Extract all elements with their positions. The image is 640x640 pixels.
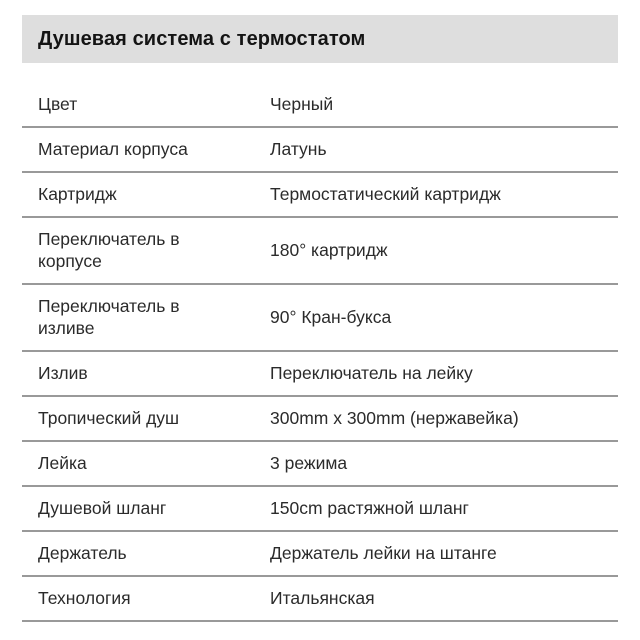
section-header — [22, 15, 618, 63]
page-title: Душевая система с термостатом — [38, 27, 366, 50]
spec-label: Держатель — [38, 543, 127, 563]
spec-value: Итальянская — [270, 588, 375, 608]
spec-value: 3 режима — [270, 453, 348, 473]
spec-table — [22, 83, 618, 622]
spec-label: Душевой шланг — [38, 498, 167, 518]
spec-value: Латунь — [270, 139, 327, 159]
table-row — [22, 577, 618, 622]
table-row — [22, 285, 618, 352]
table-row — [22, 128, 618, 173]
table-row — [22, 532, 618, 577]
table-row — [22, 352, 618, 397]
table-row — [22, 487, 618, 532]
table-row — [22, 442, 618, 487]
spec-value: Термостатический картридж — [270, 184, 501, 204]
spec-value: 180° картридж — [270, 240, 388, 260]
spec-label: Картридж — [38, 184, 117, 204]
table-row — [22, 83, 618, 128]
spec-label: Лейка — [38, 453, 87, 473]
spec-value: Переключатель на лейку — [270, 363, 473, 383]
spec-label: Переключатель в корпусе — [38, 229, 180, 271]
spec-value: 90° Кран-букса — [270, 307, 392, 327]
spec-value: 150cm растяжной шланг — [270, 498, 469, 518]
table-row — [22, 397, 618, 442]
table-row — [22, 173, 618, 218]
spec-label: Материал корпуса — [38, 139, 188, 159]
spec-label: Излив — [38, 363, 88, 383]
spec-label: Тропический душ — [38, 408, 180, 428]
spec-label: Технология — [38, 588, 131, 608]
spec-value: Держатель лейки на штанге — [270, 543, 497, 563]
spec-value: Черный — [270, 94, 334, 114]
spec-label: Цвет — [38, 94, 78, 114]
spec-value: 300mm x 300mm (нержавейка) — [270, 408, 519, 428]
spec-label: Переключатель в изливе — [38, 296, 180, 338]
table-row — [22, 218, 618, 285]
